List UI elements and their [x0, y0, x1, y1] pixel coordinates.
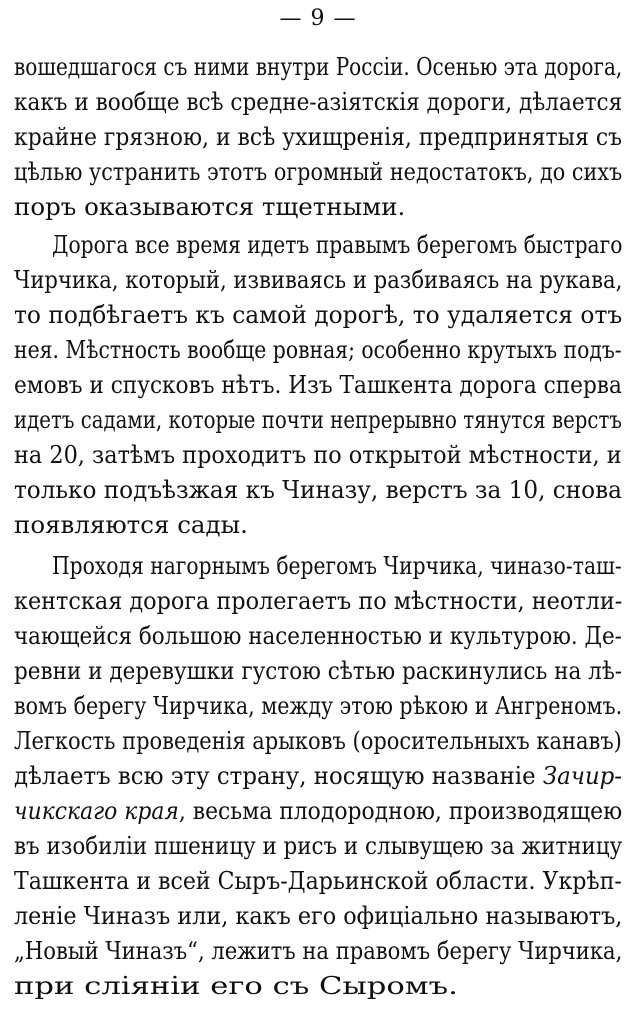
text-line: чающейся большою населенностью и культурою. Де-	[14, 621, 622, 650]
text-line: на 20, затѣмъ проходитъ по открытой мѣстности, и	[14, 440, 622, 469]
text-line: Легкость проведенія арыковъ (оросительныхъ канавъ)	[14, 726, 622, 755]
text-line: Ташкента и всей Сыръ-Дарьинской области. Укрѣп-	[14, 866, 622, 895]
text-line: при сліяніи его съ Сыромъ.	[14, 971, 458, 1000]
text-line: „Новый Чиназъ“, лежитъ на правомъ берегу Чирчика,	[14, 936, 623, 965]
text-line: то подбѣгаетъ къ самой дорогѣ, то удаляется отъ	[14, 300, 623, 329]
text-line: нея. Мѣстность вообще ровная; особенно крутыхъ подъ-	[14, 335, 622, 364]
text-fragment: дѣлаетъ всю эту страну, носящую названіе	[14, 761, 543, 790]
text-line	[14, 759, 622, 793]
text-line	[14, 794, 622, 828]
text-line: идетъ садами, которые почти непрерывно тянутся верстъ	[14, 405, 622, 434]
text-line: въ изобиліи пшеницу и рисъ и слывущею за житницу	[14, 831, 623, 860]
text-line: крайне грязною, и всѣ ухищренія, предпринятыя съ	[14, 122, 623, 151]
page-number: — 9 —	[279, 6, 357, 31]
italic-term: чикскаго края	[14, 796, 179, 825]
text-line: Дорога все время идетъ правымъ берегомъ быстраго	[52, 230, 623, 259]
text-line: вомъ берегу Чирчика, между этою рѣкою и Ангреномъ.	[14, 691, 623, 720]
text-line: какъ и вообще всѣ средне-азіятскія дороги, дѣлается	[14, 87, 623, 116]
text-line: Чирчика, который, извиваясь и разбиваясь на рукава,	[14, 265, 623, 294]
text-line: Проходя нагорнымъ берегомъ Чирчика, чиназо-таш-	[52, 551, 622, 580]
text-line: появляются сады.	[14, 510, 248, 539]
text-line: только подъѣзжая къ Чиназу, верстъ за 10, снова	[14, 475, 622, 504]
text-line: поръ оказываются тщетными.	[14, 192, 406, 221]
text-line: ревни и деревушки густою сѣтью раскинулись на лѣ-	[14, 656, 623, 685]
text-line: емовъ и спусковъ нѣтъ. Изъ Ташкента дорога сперва	[14, 370, 622, 399]
text-line: цѣлью устранить этотъ огромный недостатокъ, до сихъ	[14, 157, 623, 186]
text-line: леніе Чиназъ или, какъ его офиціально называютъ,	[14, 901, 623, 930]
text-line: кентская дорога пролегаетъ по мѣстности, неотли-	[14, 586, 623, 615]
italic-term: Зачир-	[542, 761, 623, 790]
text-line: вошедшагося съ ними внутри Россіи. Осенью эта дорога,	[14, 52, 623, 81]
text-fragment: , весьма плодородною, производящею	[178, 796, 623, 825]
